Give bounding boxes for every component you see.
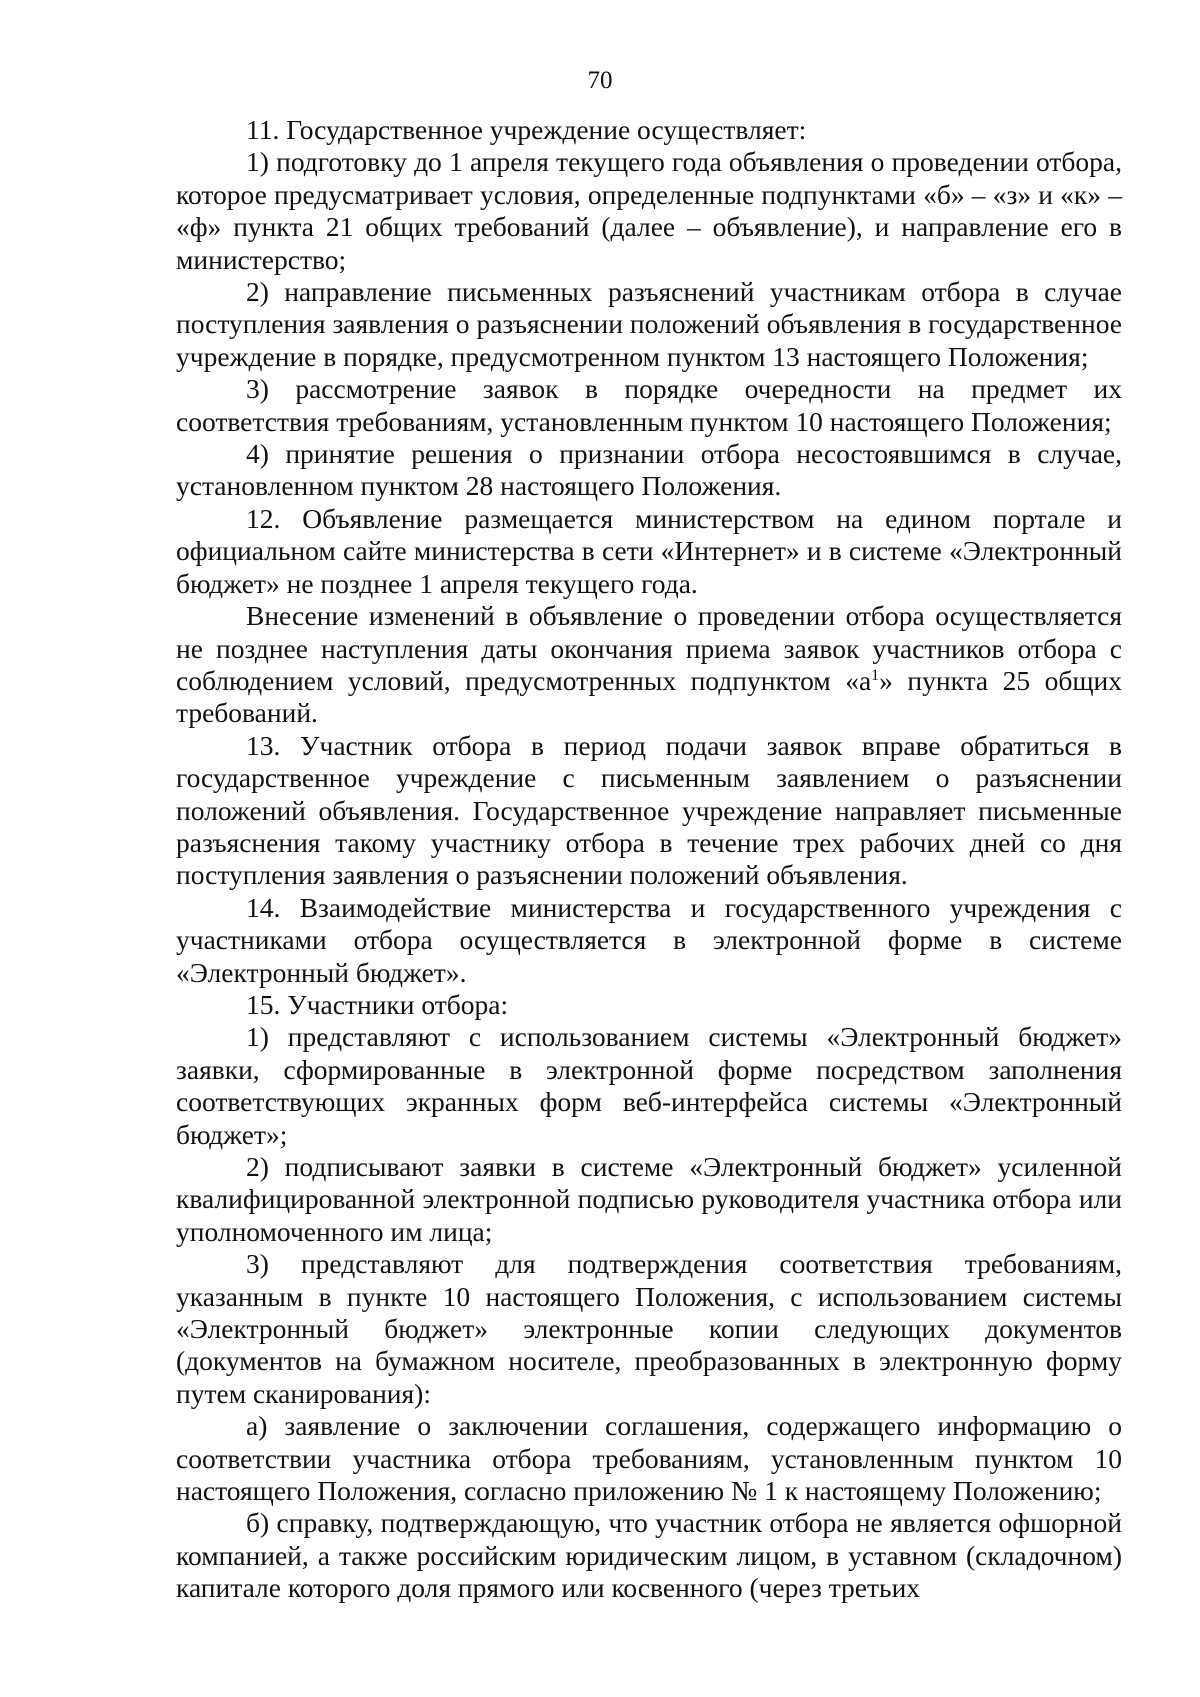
paragraph-11-3: 3) рассмотрение заявок в порядке очередности на предмет их соответствия требованиям, установленным пунктом 10 настоящего Положения; [176,373,1122,437]
paragraph-11: 11. Государственное учреждение осуществляет: [246,114,807,145]
paragraph-15-3-a: а) заявление о заключении соглашения, содержащего информацию о соответствии участника отбора требованиям, установленным пунктом 10 настоящего Положения, согласно приложению № 1 к настоящему Положению; [176,1410,1122,1507]
paragraph-12-amendments-text: Внесение изменений в объявление о проведении отбора осуществляется не позднее наступления даты окончания приема заявок участников отбора с соблюдением условий, предусмотренных подпунктом «а [176,600,1122,696]
superscript-one: 1 [871,666,880,684]
paragraph-15-3: 3) представляют для подтверждения соответствия требованиям, указанным в пункте 10 настоящего Положения, с использованием системы «Электронный бюджет» электронные копии следующих документов (документов на бумажном носителе, преобразованных в электронную форму путем сканирования): [176,1248,1122,1409]
paragraph-15-1: 1) представляют с использованием системы «Электронный бюджет» заявки, сформированные в электронной форме посредством заполнения соответствующих экранных форм веб-интерфейса системы «Электронный бюджет»; [176,1021,1122,1150]
document-body [176,114,1122,1605]
paragraph-13: 13. Участник отбора в период подачи заявок вправе обратиться в государственное учреждение с письменным заявлением о разъяснении положений объявления. Государственное учреждение направляет письменные разъяснения такому участнику отбора в течение трех рабочих дней со дня поступления заявления о разъяснении положений объявления. [176,729,1122,891]
paragraph-15: 15. Участники отбора: [246,988,509,1020]
paragraph-12-amendments-text-end: » пункта 25 общих требований. [176,664,1122,729]
paragraph-15-3-b: б) справку, подтверждающую, что участник отбора не является офшорной компанией, а также российским юридическим лицом, в уставном (складочном) капитале которого доля прямого или косвенного (через третьих [176,1507,1122,1604]
paragraph-14: 14. Взаимодействие министерства и государственного учреждения с участниками отбора осуществляется в электронной форме в системе «Электронный бюджет». [176,891,1122,988]
paragraph-15-2: 2) подписывают заявки в системе «Электронный бюджет» усиленной квалифицированной электронной подписью руководителя участника отбора или уполномоченного им лица; [176,1151,1122,1247]
page-number: 70 [587,67,613,94]
paragraph-12: 12. Объявление размещается министерством на едином портале и официальном сайте министерства в сети «Интернет» и в системе «Электронный бюджет» не позднее 1 апреля текущего года. [176,502,1122,599]
paragraph-11-4: 4) принятие решения о признании отбора несостоявшимся в случае, установленном пунктом 28 настоящего Положения. [176,438,1122,502]
paragraph-11-2: 2) направление письменных разъяснений участникам отбора в случае поступления заявления о разъяснении положений объявления в государственное учреждение в порядке, предусмотренном пунктом 13 настоящего Положения; [176,276,1122,372]
paragraph-12-amendments [176,600,1122,730]
paragraph-11-1: 1) подготовку до 1 апреля текущего года объявления о проведении отбора, которое предусматривает условия, определенные подпунктами «б» – «з» и «к» – «ф» пункта 21 общих требований (далее – объявление), и направление его в министерство; [176,146,1122,275]
